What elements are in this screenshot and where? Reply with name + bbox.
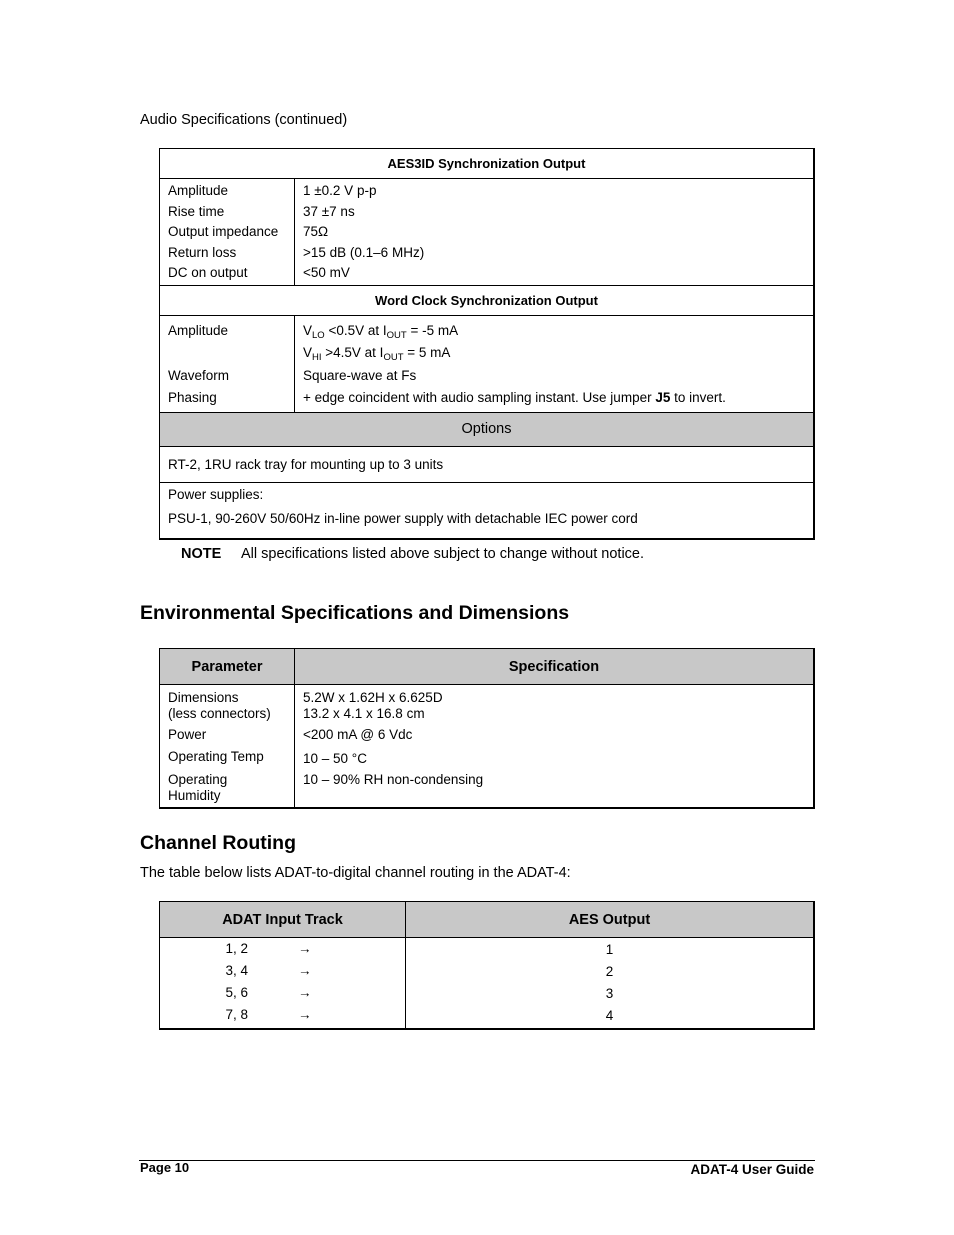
aes-amplitude-value: 1 ±0.2 V p-p	[303, 183, 377, 198]
routing-input: 3, 4	[225, 963, 248, 978]
env-spec-table	[159, 648, 815, 809]
routing-row	[160, 982, 405, 1004]
word-clock-values	[295, 315, 815, 412]
routing-heading: Channel Routing	[140, 832, 296, 854]
env-heading: Environmental Specifications and Dimensions	[140, 602, 570, 624]
env-dimensions-label-2: (less connectors)	[168, 706, 271, 721]
env-body-row	[160, 685, 815, 809]
aes-sync-header-row	[160, 149, 815, 179]
env-humidity-label-2: Humidity	[168, 788, 221, 803]
options-power-row	[160, 482, 815, 539]
wc-vhi-value: $V_{HI} >4.5V$ at $I_{OUT} = 5$ mA	[303, 345, 451, 363]
arrow-icon: →	[298, 963, 312, 978]
env-labels	[160, 685, 295, 809]
footer-rule	[139, 1160, 815, 1161]
routing-outputs	[406, 938, 815, 1030]
wc-waveform-label: Waveform	[168, 367, 230, 383]
routing-body-row	[160, 938, 815, 1030]
env-col-specification: Specification	[295, 649, 815, 685]
word-clock-body-row	[160, 315, 815, 412]
power-supplies-label: Power supplies:	[168, 486, 264, 502]
aes-dc-output-label: DC on output	[168, 265, 248, 280]
options-title: Options	[160, 412, 815, 446]
aes-sync-values	[295, 179, 815, 286]
routing-input: 1, 2	[225, 941, 248, 956]
aes-output-impedance-value: 75Ω	[303, 224, 329, 239]
env-col-parameter: Parameter	[160, 649, 295, 685]
options-rack-tray: RT-2, 1RU rack tray for mounting up to 3 units	[160, 446, 815, 482]
options-header-row	[160, 412, 815, 446]
env-dimensions-value: 5.2W x 1.62H x 6.625D	[303, 690, 443, 705]
arrow-icon: →	[298, 985, 312, 1000]
aes-return-loss-value: >15 dB (0.1–6 MHz)	[303, 244, 425, 260]
footer-page: Page 10	[140, 1160, 190, 1175]
routing-col-output: AES Output	[406, 902, 815, 938]
arrow-icon: →	[298, 941, 312, 956]
env-humidity-label: Operating	[168, 772, 228, 787]
env-power-label: Power	[168, 727, 207, 742]
routing-inputs	[160, 938, 406, 1030]
wc-vlo-value: $V_{LO} <0.5V$ at $I_{OUT} = -5$ mA	[303, 322, 459, 341]
routing-col-input: ADAT Input Track	[160, 902, 406, 938]
wc-amplitude-label: Amplitude	[168, 322, 229, 338]
aes-sync-title: AES3ID Synchronization Output	[160, 149, 815, 179]
word-clock-header-row	[160, 285, 815, 315]
routing-input: 7, 8	[225, 1007, 248, 1022]
env-temp-value: 10 – 50 °C	[303, 751, 367, 766]
aes-sync-labels	[160, 179, 295, 286]
routing-intro: The table below lists ADAT-to-digital channel routing in the ADAT-4:	[140, 865, 571, 881]
env-dimensions-label: Dimensions	[168, 690, 239, 705]
word-clock-title: Word Clock Synchronization Output	[160, 285, 815, 315]
power-supply-item: PSU-1, 90-260V 50/60Hz in-line power supply with detachable IEC power cord	[168, 510, 638, 526]
routing-table	[159, 901, 815, 1030]
wc-phasing-value: + edge coincident with audio sampling instant. Use jumper J5 to invert.	[303, 390, 726, 405]
aes-output-impedance-label: Output impedance	[168, 224, 279, 239]
word-clock-labels	[160, 315, 295, 412]
routing-row	[160, 1004, 405, 1026]
note-text: All specifications listed above subject to change without notice.	[241, 546, 645, 562]
aes-sync-body-row	[160, 179, 815, 286]
routing-row	[160, 938, 405, 960]
aes-dc-output-value: <50 mV	[303, 265, 350, 280]
env-dimensions-value-2: 13.2 x 4.1 x 16.8 cm	[303, 706, 425, 721]
routing-header-row	[160, 902, 815, 938]
options-item-row	[160, 446, 815, 482]
env-values	[295, 685, 815, 809]
aes-rise-time-label: Rise time	[168, 203, 225, 219]
footer-title: ADAT-4 User Guide	[690, 1162, 814, 1177]
routing-output: 2	[605, 964, 614, 979]
aes-rise-time-value: 37 ±7 ns	[303, 203, 355, 219]
wc-phasing-label: Phasing	[168, 390, 217, 405]
routing-output: 4	[605, 1008, 614, 1023]
continued-label: Audio Specifications (continued)	[140, 112, 348, 128]
arrow-icon: →	[298, 1007, 312, 1022]
routing-output: 1	[605, 942, 614, 957]
aes-amplitude-label: Amplitude	[168, 183, 229, 198]
env-humidity-value: 10 – 90% RH non-condensing	[303, 772, 484, 787]
routing-row	[160, 960, 405, 982]
routing-output: 3	[605, 986, 614, 1001]
aes-return-loss-label: Return loss	[168, 244, 237, 260]
env-power-value: <200 mA @ 6 Vdc	[303, 727, 413, 742]
routing-input: 5, 6	[225, 985, 248, 1000]
env-header-row	[160, 649, 815, 685]
note-label: NOTE	[181, 546, 222, 562]
env-temp-label: Operating Temp	[168, 749, 264, 764]
wc-waveform-value: Square-wave at Fs	[303, 367, 417, 383]
audio-spec-table	[159, 148, 815, 540]
options-power	[160, 482, 815, 539]
